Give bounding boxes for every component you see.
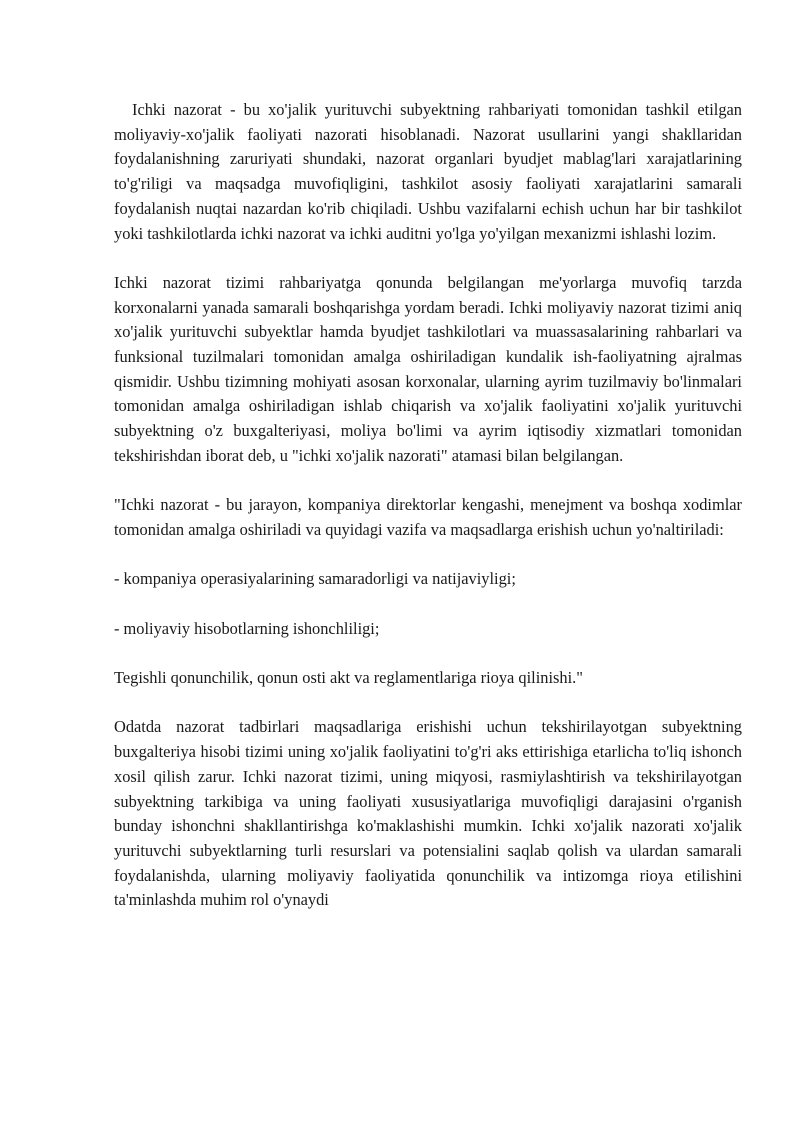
list-item-operations-efficiency: - kompaniya operasiyalarining samaradorligi va natijaviyligi; [114,569,516,589]
list-item-financial-reporting: - moliyaviy hisobotlarning ishonchliligi; [114,618,380,638]
paragraph-quoted-definition: "Ichki nazorat - bu jarayon, kompaniya direktorlar kengashi, menejment va boshqa xodimlar tomonidan amalga oshiriladi va quyidagi vazifa va maqsadlarga erishish uchun yo'naltiriladi: [114,495,742,539]
paragraph-internal-control-system: Ichki nazorat tizimi rahbariyatga qonunda belgilangan me'yorlarga muvofiq tarzda korxonalarni yanada samarali boshqarishga yordam beradi. Ichki moliyaviy nazorat tizimi aniq xo'jalik yurituvchi subyektlar hamda byudjet tashkilotlari va muassasalarining rahbarlari va funksional tuzilmalari tomonidan amalga oshiriladigan kundalik ish-faoliyatning ajralmas qismidir. Ushbu tizimning mohiyati asosan korxonalar, ularning ayrim tuzilmaviy bo'linmalari tomonidan amalga oshiriladigan ishlab chiqarish va xo'jalik faoliyatini xo'jalik yurituvchi subyektning o'z buxgalteriyasi, moliya bo'limi va ayrim iqtisodiy xizmatlari tomonidan tekshirishdan iborat deb, u "ichki xo'jalik nazorati" atamasi bilan belgilangan. [114,272,742,465]
paragraph-legal-compliance: Tegishli qonunchilik, qonun osti akt va reglamentlariga rioya qilinishi." [114,668,583,688]
paragraph-control-measures: Odatda nazorat tadbirlari maqsadlariga erishishi uchun tekshirilayotgan subyektning buxgalteriya hisobi tizimi uning xo'jalik faoliyatini to'g'ri aks ettirishiga etarlicha to'liq ishonch xosil qilish zarur. Ichki nazorat tizimi, uning miqyosi, rasmiylashtirish va tekshirilayotgan subyektning tarkibiga va uning faoliyati xususiyatlariga muvofiqligi darajasini o'rganish bunday ishonchni shakllantirishga ko'maklashishi mumkin. Ichki xo'jalik nazorati xo'jalik yurituvchi subyektlarning turli resurslari va potensialini saqlab qolish va ulardan samarali foydalanishda, ularning moliyaviy faoliyatida qonunchilik va intizomga rioya etilishini ta'minlashda muhim rol o'ynaydi [114,717,742,910]
paragraph-internal-control-definition: Ichki nazorat - bu xo'jalik yurituvchi subyektning rahbariyati tomonidan tashkil etilgan moliyaviy-xo'jalik faoliyati nazorati hisoblanadi. Nazorat usullarini yangi shakllaridan foydalanishning zaruriyati shundaki, nazorat organlari byudjet mablag'lari xarajatlarining to'g'riligi va maqsadga muvofiqligini, tashkilot asosiy faoliyati xarajatlarini samarali foydalanish nuqtai nazardan ko'rib chiqiladi. Ushbu vazifalarni echish uchun har bir tashkilot yoki tashkilotlarda ichki nazorat va ichki auditni yo'lga yo'yilgan mexanizmi ishlashi lozim. [114,100,742,243]
document-body [114,98,742,913]
